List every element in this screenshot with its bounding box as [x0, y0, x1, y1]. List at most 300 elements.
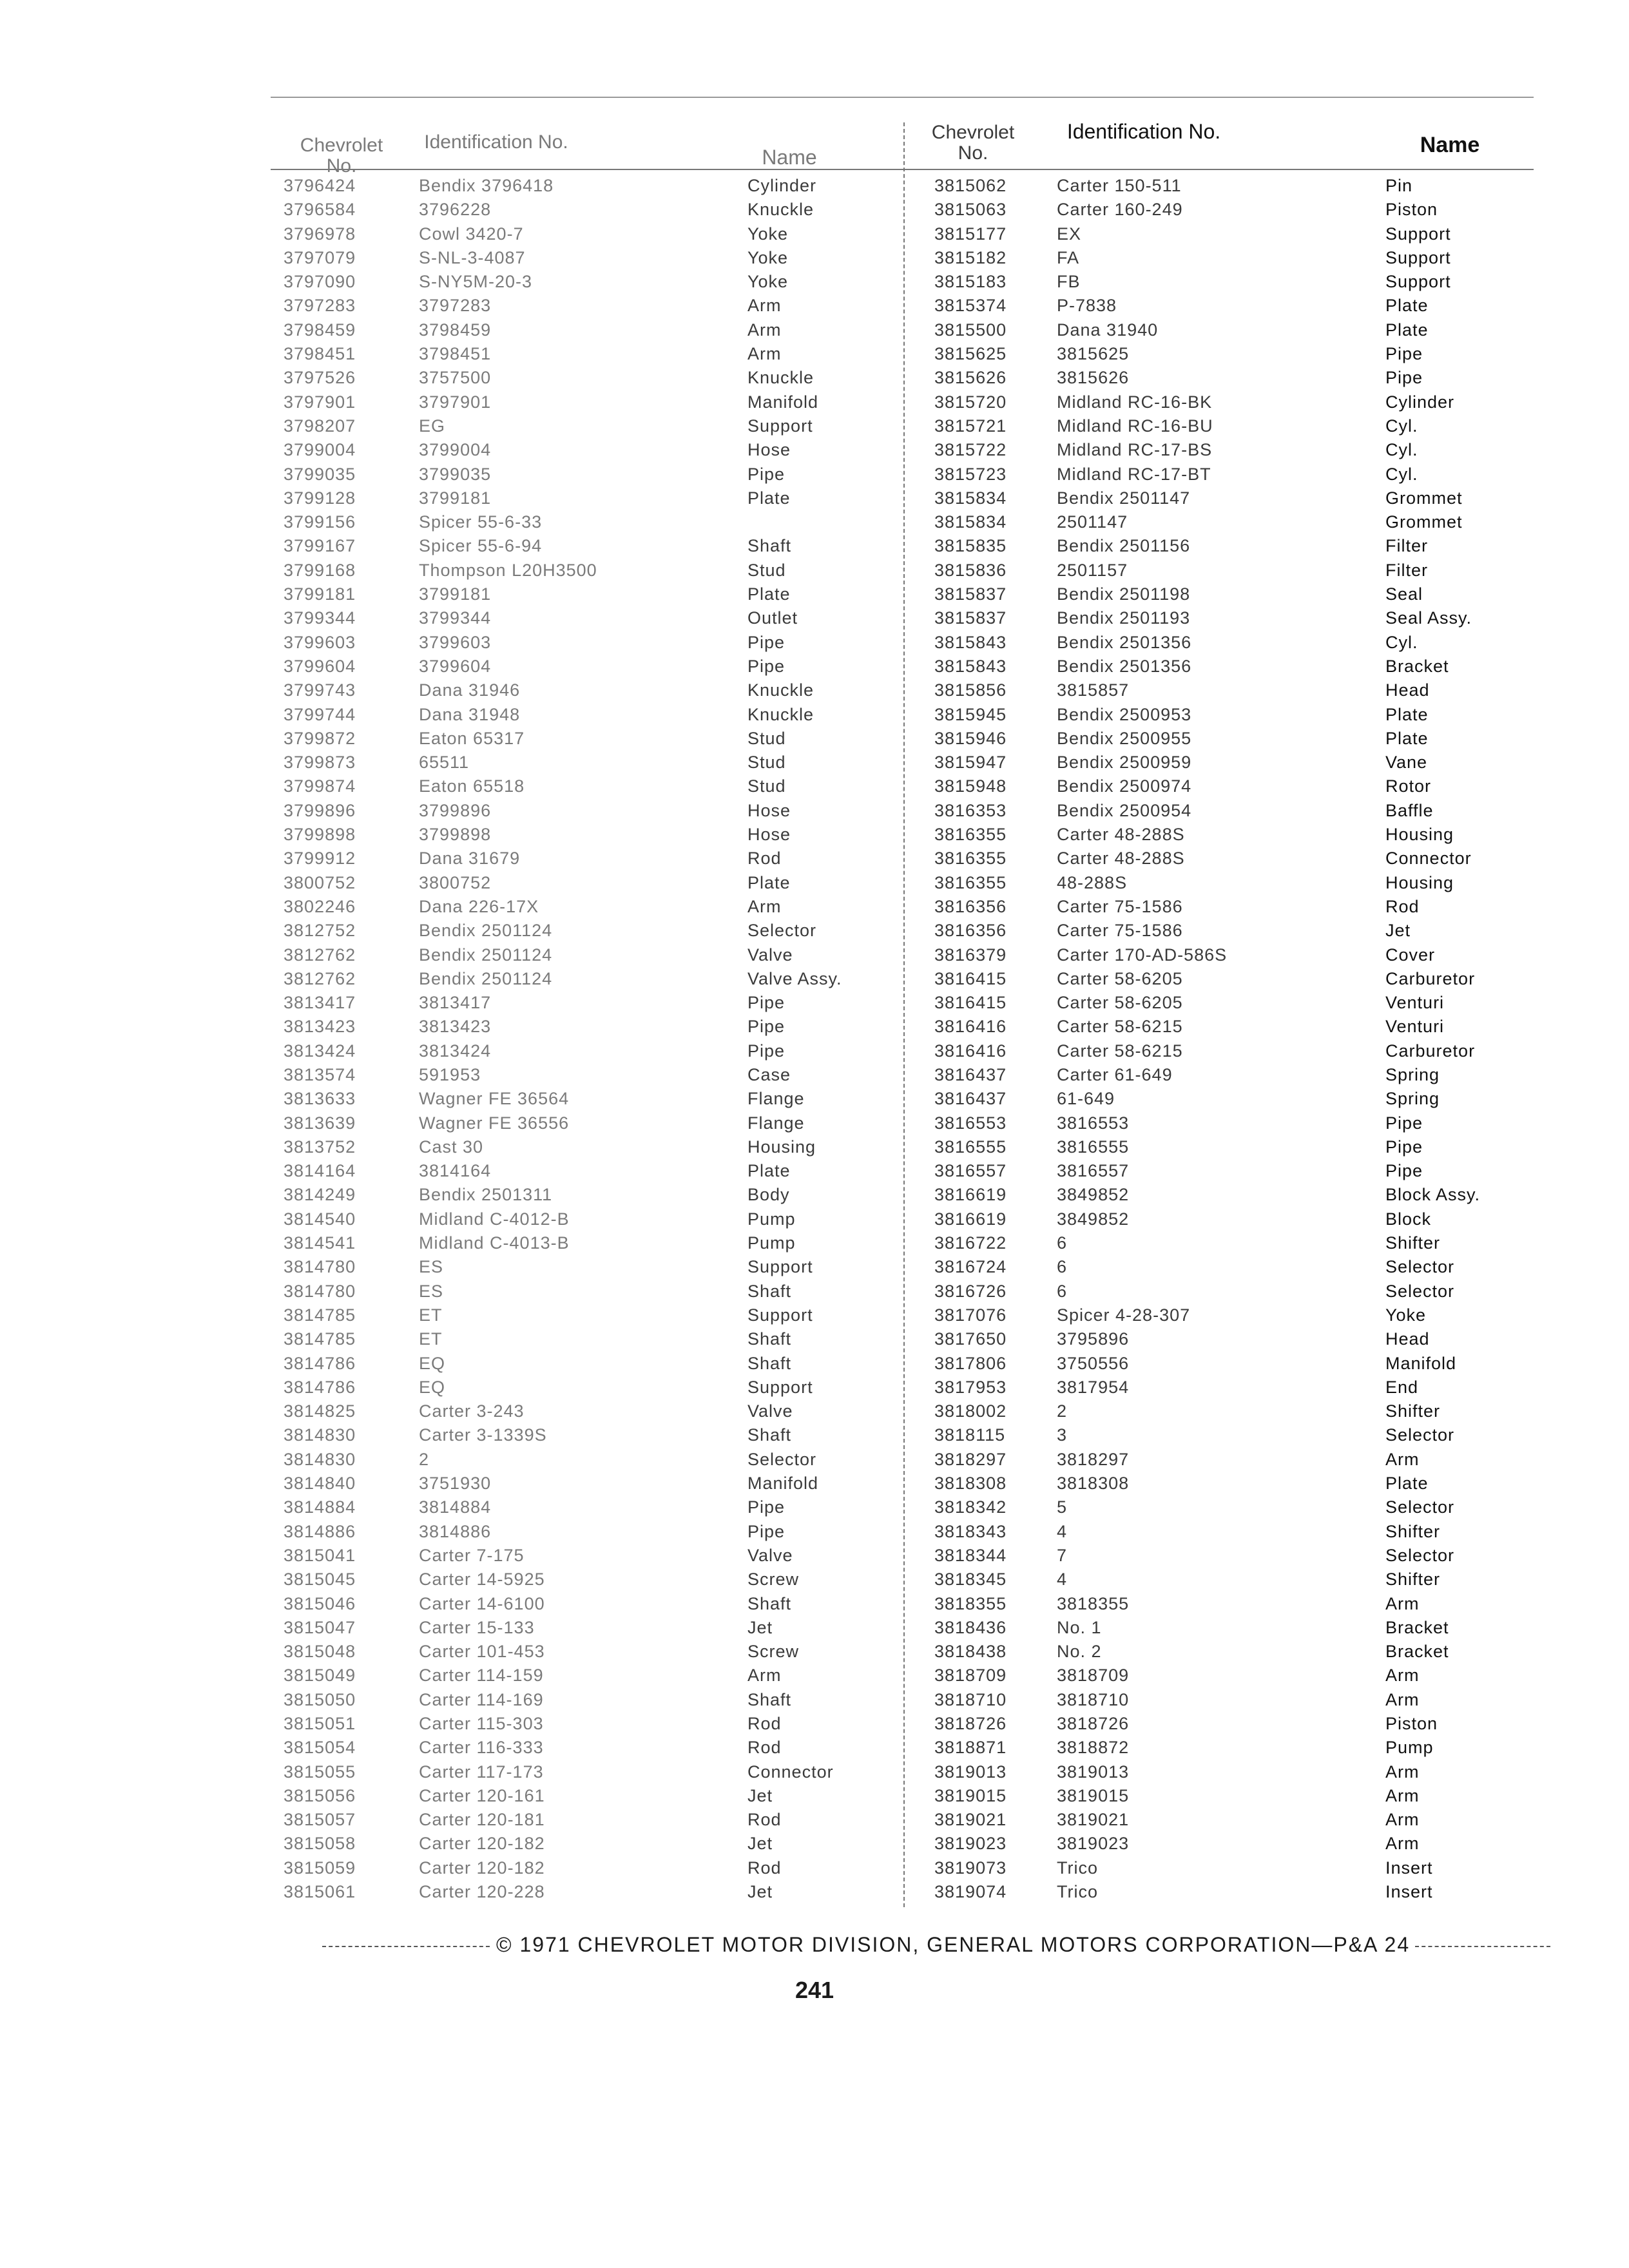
left-row-chevrolet_no: 3813574 [284, 1064, 356, 1084]
right-row-name: Insert [1385, 1882, 1433, 1902]
left-row-identification_no: 3799603 [419, 632, 492, 652]
right-row-name: Manifold [1385, 1353, 1457, 1373]
left-row-chevrolet_no: 3799898 [284, 825, 356, 845]
left-row-identification_no: Carter 114-159 [419, 1666, 544, 1686]
right-row-chevrolet_no: 3815720 [934, 392, 1007, 412]
left-row-name: Hose [747, 800, 791, 820]
right-row-name: Head [1385, 680, 1430, 700]
left-row-identification_no: Dana 31948 [419, 704, 521, 724]
left-row-name: Screw [747, 1570, 800, 1590]
right-row-name: Piston [1385, 1714, 1438, 1733]
left-row-identification_no: 3799898 [419, 825, 492, 845]
right-row-chevrolet_no: 3815948 [934, 776, 1007, 796]
left-row-chevrolet_no: 3813417 [284, 993, 356, 1013]
right-row-chevrolet_no: 3818726 [934, 1714, 1007, 1733]
left-row-identification_no: Bendix 3796418 [419, 176, 554, 195]
right-row-name: Bracket [1385, 656, 1449, 676]
left-row-chevrolet_no: 3812762 [284, 945, 356, 965]
right-row-chevrolet_no: 3819013 [934, 1762, 1007, 1782]
left-row-identification_no: 2 [419, 1449, 430, 1469]
left-row-identification_no: S-NL-3-4087 [419, 247, 526, 267]
right-row-chevrolet_no: 3819021 [934, 1810, 1007, 1830]
right-row-identification_no: P-7838 [1057, 296, 1117, 316]
left-row-chevrolet_no: 3815051 [284, 1714, 356, 1733]
left-row-identification_no: Bendix 2501124 [419, 968, 553, 988]
right-row-name: Shifter [1385, 1233, 1441, 1253]
left-row-name: Plate [747, 488, 791, 508]
left-row-chevrolet_no: 3812752 [284, 921, 356, 941]
right-row-name: Bracket [1385, 1617, 1449, 1637]
left-row-identification_no: Carter 120-161 [419, 1785, 545, 1805]
left-row-chevrolet_no: 3814540 [284, 1209, 356, 1229]
column-separator [903, 122, 905, 1907]
right-row-identification_no: Bendix 2501356 [1057, 656, 1192, 676]
right-row-chevrolet_no: 3818436 [934, 1617, 1007, 1637]
left-row-identification_no: Carter 120-228 [419, 1882, 545, 1902]
right-row-name: Head [1385, 1329, 1430, 1349]
left-row-identification_no: Bendix 2501124 [419, 921, 553, 941]
left-row-name: Stud [747, 776, 786, 796]
left-row-name: Rod [747, 1714, 782, 1733]
right-row-name: Shifter [1385, 1401, 1441, 1421]
right-row-name: Bracket [1385, 1642, 1449, 1662]
left-row-identification_no: Spicer 55-6-94 [419, 536, 543, 556]
left-row-chevrolet_no: 3797283 [284, 296, 356, 316]
right-identification-no-column [1057, 174, 1392, 1904]
left-row-name: Knuckle [747, 368, 815, 388]
right-row-chevrolet_no: 3815182 [934, 247, 1007, 267]
left-row-name [747, 510, 889, 534]
left-row-name: Knuckle [747, 680, 815, 700]
right-row-chevrolet_no: 3818115 [934, 1425, 1006, 1445]
right-row-chevrolet_no: 3815835 [934, 536, 1007, 556]
right-row-name: Support [1385, 247, 1451, 267]
right-row-name: Grommet [1385, 488, 1463, 508]
left-row-chevrolet_no: 3799873 [284, 753, 356, 773]
right-row-name: Jet [1385, 921, 1411, 941]
left-row-name: Stud [747, 560, 786, 580]
right-row-identification_no: Midland RC-16-BK [1057, 392, 1213, 412]
right-row-identification_no: 7 [1057, 1545, 1068, 1565]
right-row-chevrolet_no: 3819074 [934, 1882, 1007, 1902]
right-row-name: Filter [1385, 536, 1428, 556]
left-row-identification_no: Bendix 2501311 [419, 1185, 553, 1205]
left-row-identification_no: EQ [419, 1377, 446, 1397]
right-row-chevrolet_no: 3817076 [934, 1305, 1007, 1325]
right-row-chevrolet_no: 3816557 [934, 1161, 1007, 1181]
left-row-name: Shaft [747, 1329, 792, 1349]
right-row-chevrolet_no: 3815721 [934, 416, 1007, 436]
left-row-chevrolet_no: 3815055 [284, 1762, 356, 1782]
footer [0, 1933, 1629, 1957]
right-row-chevrolet_no: 3817953 [934, 1377, 1007, 1397]
left-row-chevrolet_no: 3814786 [284, 1353, 356, 1373]
right-header-identification-no: Identification No. [1066, 120, 1221, 143]
right-row-chevrolet_no: 3816415 [934, 968, 1007, 988]
left-row-identification_no: Carter 15-133 [419, 1617, 535, 1637]
left-row-name: Stud [747, 753, 786, 773]
right-row-name: Selector [1385, 1497, 1455, 1517]
right-row-chevrolet_no: 3818871 [934, 1738, 1007, 1758]
left-row-name: Body [747, 1185, 790, 1205]
left-row-name: Yoke [747, 224, 789, 244]
left-row-name: Knuckle [747, 704, 815, 724]
left-row-chevrolet_no: 3802246 [284, 896, 356, 916]
left-row-identification_no: Carter 7-175 [419, 1545, 525, 1565]
left-row-name: Arm [747, 320, 782, 340]
right-row-chevrolet_no: 3818342 [934, 1497, 1007, 1517]
left-row-chevrolet_no: 3799912 [284, 849, 356, 869]
right-row-chevrolet_no: 3815500 [934, 320, 1007, 340]
right-row-name: Selector [1385, 1425, 1455, 1445]
right-row-chevrolet_no: 3815722 [934, 440, 1007, 460]
right-row-identification_no: 5 [1057, 1497, 1068, 1517]
right-row-identification_no: Midland RC-17-BS [1057, 440, 1213, 460]
left-row-chevrolet_no: 3812762 [284, 968, 356, 988]
left-row-chevrolet_no: 3815054 [284, 1738, 356, 1758]
right-row-identification_no: 3818709 [1057, 1666, 1130, 1686]
left-row-name: Valve [747, 1401, 793, 1421]
left-row-name: Shaft [747, 1425, 792, 1445]
right-row-identification_no: Carter 170-AD-586S [1057, 945, 1228, 965]
left-row-name: Shaft [747, 1689, 792, 1709]
right-row-chevrolet_no: 3816355 [934, 825, 1007, 845]
right-row-name: Spring [1385, 1064, 1440, 1084]
right-row-name: Pipe [1385, 1137, 1423, 1157]
right-row-identification_no: Trico [1057, 1882, 1098, 1902]
left-row-name: Plate [747, 872, 791, 892]
right-row-chevrolet_no: 3816355 [934, 872, 1007, 892]
right-row-chevrolet_no: 3815837 [934, 608, 1007, 628]
left-row-chevrolet_no: 3814840 [284, 1474, 356, 1494]
left-row-identification_no: Midland C-4012-B [419, 1209, 570, 1229]
right-row-chevrolet_no: 3815625 [934, 344, 1007, 364]
right-row-identification_no: Bendix 2500954 [1057, 800, 1192, 820]
right-row-name: Arm [1385, 1689, 1420, 1709]
right-row-chevrolet_no: 3815834 [934, 488, 1007, 508]
left-row-chevrolet_no: 3796424 [284, 176, 356, 195]
left-row-identification_no: Carter 120-182 [419, 1834, 545, 1854]
left-row-name: Housing [747, 1137, 816, 1157]
left-row-name: Pipe [747, 1041, 786, 1061]
right-row-chevrolet_no: 3818344 [934, 1545, 1007, 1565]
right-row-name: Plate [1385, 704, 1429, 724]
left-row-name: Arm [747, 344, 782, 364]
right-row-chevrolet_no: 3817806 [934, 1353, 1007, 1373]
left-row-name: Connector [747, 1762, 834, 1782]
right-row-name: Venturi [1385, 1017, 1445, 1037]
right-row-name: Plate [1385, 1474, 1429, 1494]
right-row-identification_no: 3817954 [1057, 1377, 1130, 1397]
right-row-identification_no: 3818308 [1057, 1474, 1130, 1494]
right-row-name: Selector [1385, 1281, 1455, 1301]
right-row-identification_no: 3849852 [1057, 1185, 1130, 1205]
right-row-chevrolet_no: 3818438 [934, 1642, 1007, 1662]
right-row-name: End [1385, 1377, 1419, 1397]
left-chevrolet-no-column [284, 174, 412, 1904]
right-row-name: Shifter [1385, 1521, 1441, 1541]
right-row-identification_no: Bendix 2501193 [1057, 608, 1191, 628]
right-row-identification_no: FB [1057, 272, 1081, 292]
left-row-identification_no: Eaton 65317 [419, 728, 525, 748]
right-row-chevrolet_no: 3815843 [934, 632, 1007, 652]
right-row-identification_no: 3815857 [1057, 680, 1130, 700]
left-row-name: Jet [747, 1882, 773, 1902]
right-row-chevrolet_no: 3816553 [934, 1113, 1007, 1133]
left-row-chevrolet_no: 3813752 [284, 1137, 356, 1157]
left-row-identification_no: 3799604 [419, 656, 492, 676]
right-row-name: Pipe [1385, 368, 1423, 388]
right-row-name: Vane [1385, 753, 1428, 773]
right-row-chevrolet_no: 3815947 [934, 753, 1007, 773]
left-row-identification_no: 3799035 [419, 464, 492, 484]
left-row-identification_no: 3813417 [419, 993, 492, 1013]
right-row-identification_no: Spicer 4-28-307 [1057, 1305, 1191, 1325]
right-row-chevrolet_no: 3816356 [934, 896, 1007, 916]
left-row-name: Plate [747, 1161, 791, 1181]
left-row-chevrolet_no: 3815047 [284, 1617, 356, 1637]
left-row-chevrolet_no: 3798207 [284, 416, 356, 436]
left-row-name: Rod [747, 1738, 782, 1758]
left-row-name: Pipe [747, 632, 786, 652]
right-row-chevrolet_no: 3816416 [934, 1041, 1007, 1061]
right-row-identification_no: Bendix 2501156 [1057, 536, 1191, 556]
left-row-chevrolet_no: 3799896 [284, 800, 356, 820]
left-row-chevrolet_no: 3799744 [284, 704, 356, 724]
right-row-chevrolet_no: 3816415 [934, 993, 1007, 1013]
left-row-chevrolet_no: 3815050 [284, 1689, 356, 1709]
left-row-identification_no: 65511 [419, 753, 470, 773]
left-row-chevrolet_no: 3796584 [284, 200, 356, 220]
right-row-identification_no: 6 [1057, 1233, 1068, 1253]
left-row-name: Shaft [747, 1281, 792, 1301]
left-row-identification_no: 3814886 [419, 1521, 492, 1541]
right-row-identification_no: 61-649 [1057, 1089, 1115, 1109]
right-name-column [1385, 174, 1553, 1904]
right-row-chevrolet_no: 3818308 [934, 1474, 1007, 1494]
right-row-identification_no: Carter 160-249 [1057, 200, 1183, 220]
left-header-identification-no: Identification No. [424, 131, 568, 153]
right-row-name: Shifter [1385, 1570, 1441, 1590]
left-row-chevrolet_no: 3797526 [284, 368, 356, 388]
right-row-chevrolet_no: 3816619 [934, 1185, 1007, 1205]
right-row-identification_no: 3 [1057, 1425, 1068, 1445]
right-row-identification_no: 3818872 [1057, 1738, 1130, 1758]
left-row-identification_no: Carter 101-453 [419, 1642, 545, 1662]
right-row-identification_no: Carter 58-6215 [1057, 1041, 1183, 1061]
left-row-identification_no: ET [419, 1305, 443, 1325]
left-row-name: Valve [747, 1545, 793, 1565]
left-row-name: Support [747, 1257, 813, 1277]
left-row-name: Cylinder [747, 176, 817, 195]
right-row-chevrolet_no: 3819015 [934, 1785, 1007, 1805]
right-row-name: Spring [1385, 1089, 1440, 1109]
left-row-identification_no: 3798459 [419, 320, 492, 340]
right-row-chevrolet_no: 3815723 [934, 464, 1007, 484]
left-row-name: Pipe [747, 1017, 786, 1037]
top-rule [271, 97, 1534, 98]
left-row-name: Pipe [747, 1521, 786, 1541]
right-row-chevrolet_no: 3815183 [934, 272, 1007, 292]
left-header-chevrolet-no: Chevrolet No. [300, 135, 383, 177]
left-row-chevrolet_no: 3799167 [284, 536, 356, 556]
left-row-name: Pipe [747, 993, 786, 1013]
left-row-identification_no: 3797901 [419, 392, 492, 412]
left-row-identification_no: S-NY5M-20-3 [419, 272, 533, 292]
left-row-chevrolet_no: 3813423 [284, 1017, 356, 1037]
left-row-identification_no: Bendix 2501124 [419, 945, 553, 965]
footer-left-rule [322, 1946, 490, 1947]
right-chevrolet-no-column [934, 174, 1050, 1904]
right-row-identification_no: Bendix 2500974 [1057, 776, 1192, 796]
left-row-chevrolet_no: 3813424 [284, 1041, 356, 1061]
right-row-identification_no: 3815625 [1057, 344, 1130, 364]
left-row-identification_no: 3751930 [419, 1474, 492, 1494]
right-row-identification_no: Trico [1057, 1858, 1098, 1878]
right-row-name: Arm [1385, 1762, 1420, 1782]
left-row-name: Selector [747, 1449, 817, 1469]
left-row-name: Rod [747, 849, 782, 869]
right-row-chevrolet_no: 3815843 [934, 656, 1007, 676]
right-row-chevrolet_no: 3815946 [934, 728, 1007, 748]
right-row-identification_no: No. 1 [1057, 1617, 1102, 1637]
left-row-identification_no: Carter 3-243 [419, 1401, 525, 1421]
right-header-chevrolet-no: Chevrolet No. [931, 122, 1015, 164]
left-row-chevrolet_no: 3815049 [284, 1666, 356, 1686]
left-row-chevrolet_no: 3813633 [284, 1089, 356, 1109]
left-row-identification_no: Wagner FE 36564 [419, 1089, 570, 1109]
left-row-chevrolet_no: 3814780 [284, 1257, 356, 1277]
left-row-identification_no: Carter 116-333 [419, 1738, 544, 1758]
right-row-identification_no: Carter 58-6205 [1057, 993, 1183, 1013]
right-row-identification_no: 3750556 [1057, 1353, 1130, 1373]
left-row-identification_no: Cowl 3420-7 [419, 224, 524, 244]
left-row-chevrolet_no: 3814164 [284, 1161, 356, 1181]
right-row-name: Plate [1385, 296, 1429, 316]
left-row-identification_no: 3800752 [419, 872, 492, 892]
left-row-name: Support [747, 1377, 813, 1397]
right-row-name: Housing [1385, 872, 1454, 892]
left-row-chevrolet_no: 3799344 [284, 608, 356, 628]
right-row-chevrolet_no: 3819023 [934, 1834, 1007, 1854]
right-row-chevrolet_no: 3818002 [934, 1401, 1007, 1421]
left-row-chevrolet_no: 3815059 [284, 1858, 356, 1878]
left-row-chevrolet_no: 3800752 [284, 872, 356, 892]
right-row-name: Plate [1385, 728, 1429, 748]
left-row-identification_no: Carter 14-6100 [419, 1593, 545, 1613]
left-row-chevrolet_no: 3815046 [284, 1593, 356, 1613]
right-row-chevrolet_no: 3816437 [934, 1064, 1007, 1084]
left-row-identification_no: 3813423 [419, 1017, 492, 1037]
right-row-identification_no: Carter 75-1586 [1057, 896, 1183, 916]
right-row-chevrolet_no: 3815374 [934, 296, 1007, 316]
right-row-identification_no: 2 [1057, 1401, 1068, 1421]
left-row-identification_no: 3814164 [419, 1161, 492, 1181]
left-row-name: Case [747, 1064, 791, 1084]
left-row-chevrolet_no: 3814886 [284, 1521, 356, 1541]
right-row-identification_no: Carter 48-288S [1057, 825, 1185, 845]
left-row-name: Outlet [747, 608, 798, 628]
left-row-identification_no: 3799344 [419, 608, 492, 628]
right-row-identification_no: 2501157 [1057, 560, 1128, 580]
left-row-name: Jet [747, 1834, 773, 1854]
left-row-identification_no: Carter 115-303 [419, 1714, 544, 1733]
left-row-identification_no: Spicer 55-6-33 [419, 512, 543, 532]
right-row-identification_no: 3795896 [1057, 1329, 1130, 1349]
left-row-identification_no: 3799004 [419, 440, 492, 460]
left-row-name: Support [747, 416, 813, 436]
left-row-chevrolet_no: 3814780 [284, 1281, 356, 1301]
left-name-column [747, 174, 889, 1904]
page-number: 241 [795, 1977, 834, 2003]
left-row-identification_no: 3799181 [419, 488, 492, 508]
right-row-name: Cylinder [1385, 392, 1455, 412]
right-row-name: Insert [1385, 1858, 1433, 1878]
left-row-name: Arm [747, 896, 782, 916]
right-row-chevrolet_no: 3816356 [934, 921, 1007, 941]
right-row-name: Pin [1385, 176, 1413, 195]
left-row-chevrolet_no: 3799035 [284, 464, 356, 484]
right-row-identification_no: FA [1057, 247, 1080, 267]
right-row-identification_no: 3816555 [1057, 1137, 1130, 1157]
left-row-identification_no: 3797283 [419, 296, 492, 316]
left-row-chevrolet_no: 3799603 [284, 632, 356, 652]
right-row-name: Arm [1385, 1593, 1420, 1613]
right-row-identification_no: 3816557 [1057, 1161, 1130, 1181]
right-row-name: Baffle [1385, 800, 1434, 820]
right-row-name: Venturi [1385, 993, 1445, 1013]
left-row-chevrolet_no: 3799743 [284, 680, 356, 700]
left-row-name: Pump [747, 1209, 796, 1229]
left-row-name: Flange [747, 1089, 805, 1109]
right-row-chevrolet_no: 3816416 [934, 1017, 1007, 1037]
left-row-chevrolet_no: 3796978 [284, 224, 356, 244]
right-row-identification_no: 4 [1057, 1570, 1068, 1590]
right-row-name: Piston [1385, 200, 1438, 220]
right-row-identification_no: 3816553 [1057, 1113, 1130, 1133]
left-row-chevrolet_no: 3815056 [284, 1785, 356, 1805]
right-row-identification_no: No. 2 [1057, 1642, 1102, 1662]
right-row-name: Cyl. [1385, 632, 1418, 652]
right-row-chevrolet_no: 3815626 [934, 368, 1007, 388]
left-row-chevrolet_no: 3814830 [284, 1449, 356, 1469]
left-row-name: Pipe [747, 464, 786, 484]
left-row-chevrolet_no: 3799604 [284, 656, 356, 676]
right-row-identification_no: Bendix 2501147 [1057, 488, 1191, 508]
right-row-identification_no: Carter 61-649 [1057, 1064, 1173, 1084]
footer-text: © 1971 CHEVROLET MOTOR DIVISION, GENERAL MOTORS CORPORATION—P&A 24 [496, 1933, 1411, 1956]
right-row-name: Rotor [1385, 776, 1432, 796]
right-row-name: Seal Assy. [1385, 608, 1472, 628]
right-row-name: Grommet [1385, 512, 1463, 532]
left-row-name: Manifold [747, 392, 819, 412]
right-row-identification_no: Carter 58-6215 [1057, 1017, 1183, 1037]
left-row-name: Flange [747, 1113, 805, 1133]
left-row-chevrolet_no: 3799181 [284, 584, 356, 604]
left-row-name: Stud [747, 728, 786, 748]
left-row-name: Pipe [747, 656, 786, 676]
right-row-name: Connector [1385, 849, 1472, 869]
left-row-identification_no: Carter 14-5925 [419, 1570, 545, 1590]
right-row-chevrolet_no: 3818343 [934, 1521, 1007, 1541]
left-row-identification_no: Midland C-4013-B [419, 1233, 570, 1253]
left-row-identification_no: Carter 120-181 [419, 1810, 545, 1830]
left-row-identification_no: 3798451 [419, 344, 492, 364]
left-row-chevrolet_no: 3799168 [284, 560, 356, 580]
right-row-chevrolet_no: 3816437 [934, 1089, 1007, 1109]
left-identification-no-column [419, 174, 715, 1904]
right-row-identification_no: 48-288S [1057, 872, 1128, 892]
